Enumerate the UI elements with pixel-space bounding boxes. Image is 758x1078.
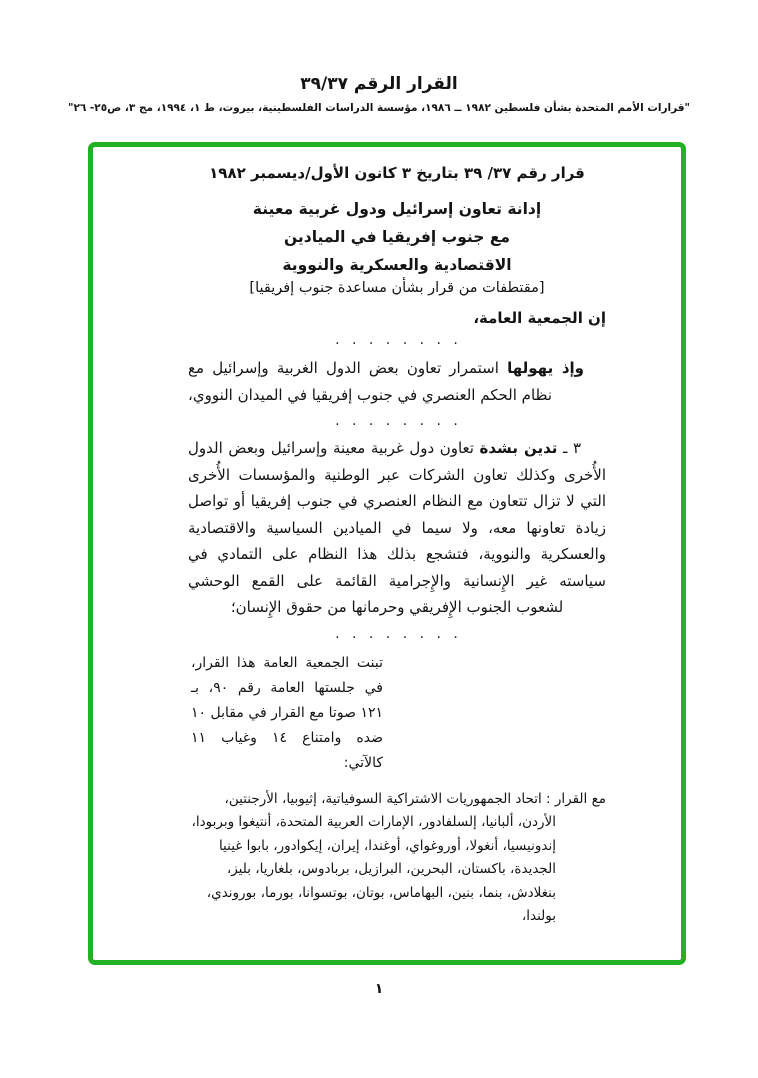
resolution-heading <box>188 195 606 279</box>
heading-line: الاقتصادية والعسكرية والنووية <box>282 256 512 274</box>
paragraph-recalling <box>188 355 606 408</box>
clause-number: ٣ ـ <box>557 439 581 457</box>
excerpt-note: [مقتطفات من قرار بشأن مساعدة جنوب إفريقيا] <box>249 280 545 296</box>
source-citation: "قرارات الأمم المتحدة بشأن فلسطين ١٩٨٢ ــ ١٩٨٦، مؤسسة الدراسات الفلسطينية، بيروت، ط ١، ١٩٩٤، مج ٣، ص٢٥- ٢٦" <box>67 102 691 114</box>
vote-roll-call <box>188 788 606 929</box>
ellipsis-separator: . . . . . . . . <box>335 332 459 348</box>
paragraph-text: استمرار تعاون بعض الدول الغربية وإسرائيل مع نظام الحكم العنصري في جنوب إفريقيا في الميدان النووي، <box>188 359 553 404</box>
resolution-title: قرار رقم ٣٧/ ٣٩ بتاريخ ٣ كانون الأول/ديسمبر ١٩٨٢ <box>209 164 585 182</box>
heading-line: إدانة تعاون إسرائيل ودول غربية معينة <box>252 200 542 218</box>
heading-line: مع جنوب إفريقيا في الميادين <box>283 228 510 246</box>
salutation: إن الجمعية العامة، <box>473 309 606 327</box>
lead-phrase: تدين بشدة <box>479 439 558 457</box>
page-title: القرار الرقم ٣٩/٣٧ <box>300 74 458 94</box>
document-header <box>0 74 758 114</box>
countries-list: اتحاد الجمهوريات الاشتراكية السوفياتية، إثيوبيا، الأرجنتين، الأردن، ألبانيا، إلسلفادور، الإمارات العربية المتحدة، أنتيغوا وبربودا، إندونيسيا، أنغولا، أوروغواي، أوغندا، إيران، إيكوادور، بابوا غينيا الجديدة، باكستان، البحرين، البرازيل، بربادوس، بلغاريا، بليز، بنغلادش، بنما، بنين، البهاماس، بوتان، بوتسوانا، بورما، بوروندي، بولندا، <box>191 790 556 924</box>
resolution-box <box>88 142 686 965</box>
paragraph-condemnation <box>188 435 606 621</box>
paragraph-text: تعاون دول غربية معينة وإسرائيل وبعض الدول الأُخرى وكذلك تعاون الشركات عبر الوطنية والمؤسسات الأُخرى التي لا تزال تتعاون مع النظام العنصري في جنوب إفريقيا أو تواصل زيادة تعاونها معه، ولا سيما في الميادين السياسية والاقتصادية والعسكرية والنووية، فتشجع بذلك هذا النظام على التمادي في سياسته غير الإِنسانية والإِجرامية القائمة على القمع الوحشي لشعوب الجنوب الإِفريقي وحرمانها من حقوق الإِنسان؛ <box>188 439 606 616</box>
page-number: ١ <box>374 981 384 997</box>
lead-phrase: وإذ يهولها <box>507 359 584 377</box>
ellipsis-separator: . . . . . . . . <box>335 625 459 642</box>
ellipsis-separator: . . . . . . . . <box>335 413 459 429</box>
with-resolution-label: مع القرار : <box>541 790 606 807</box>
vote-summary: تبنت الجمعية العامة هذا القرار، في جلستها العامة رقم ٩٠، بـ ١٢١ صوتا مع القرار في مقابل ١٠ ضده وامتناع ١٤ وغياب ١١ كالآتي: <box>191 654 383 771</box>
